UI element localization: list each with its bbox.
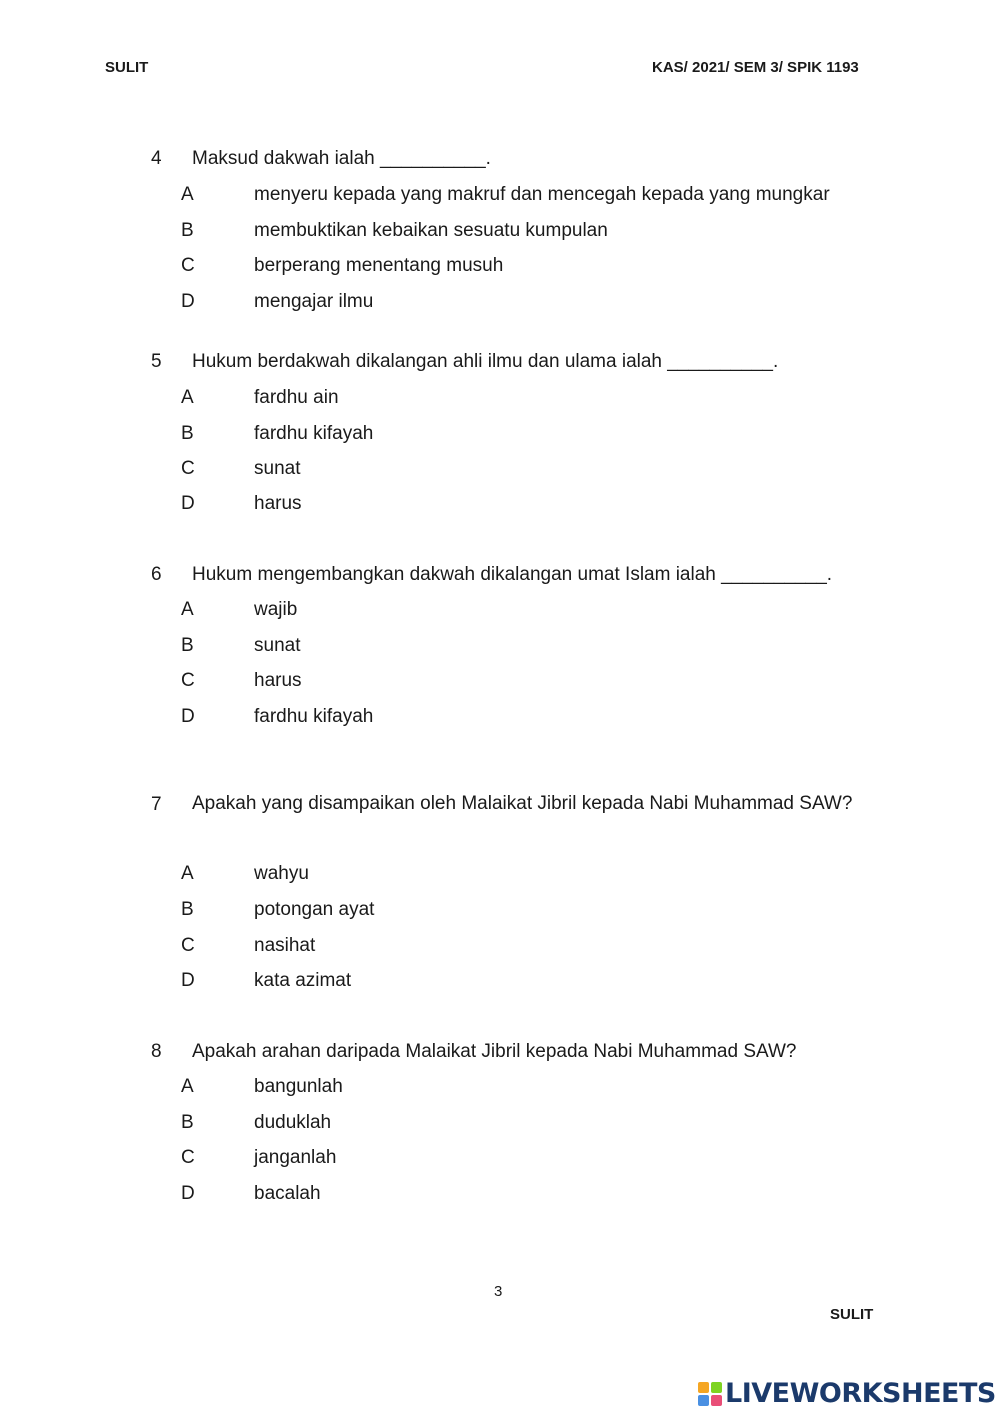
header-sulit: SULIT bbox=[105, 59, 149, 76]
logo-square bbox=[711, 1395, 722, 1406]
option-text: fardhu ain bbox=[254, 387, 339, 408]
footer-sulit: SULIT bbox=[830, 1306, 874, 1323]
option-letter: B bbox=[181, 635, 194, 656]
option-text: membuktikan kebaikan sesuatu kumpulan bbox=[254, 220, 608, 241]
option-text: sunat bbox=[254, 458, 301, 479]
option-text: bangunlah bbox=[254, 1076, 343, 1097]
question-text: Hukum berdakwah dikalangan ahli ilmu dan ulama ialah __________. bbox=[192, 351, 779, 372]
option-text: berperang menentang musuh bbox=[254, 255, 504, 276]
option-text: mengajar ilmu bbox=[254, 291, 374, 312]
option-text: fardhu kifayah bbox=[254, 423, 374, 444]
option-text: nasihat bbox=[254, 935, 316, 956]
question-text: Apakah yang disampaikan oleh Malaikat Jibril kepada Nabi Muhammad SAW? bbox=[192, 793, 853, 814]
option-letter: A bbox=[181, 387, 194, 408]
option-letter: B bbox=[181, 220, 194, 241]
option-letter: D bbox=[181, 1183, 195, 1204]
liveworksheets-logo-icon bbox=[698, 1382, 722, 1406]
option-letter: D bbox=[181, 706, 195, 727]
option-letter: C bbox=[181, 1147, 195, 1168]
question-number: 5 bbox=[151, 351, 162, 372]
option-text: fardhu kifayah bbox=[254, 706, 374, 727]
option-letter: A bbox=[181, 599, 194, 620]
liveworksheets-logo bbox=[698, 1378, 996, 1409]
question-text: Hukum mengembangkan dakwah dikalangan umat Islam ialah __________. bbox=[192, 564, 833, 585]
option-letter: D bbox=[181, 493, 195, 514]
option-text: janganlah bbox=[254, 1147, 337, 1168]
header-exam-code: KAS/ 2021/ SEM 3/ SPIK 1193 bbox=[652, 59, 859, 76]
option-text: bacalah bbox=[254, 1183, 321, 1204]
page-number: 3 bbox=[494, 1283, 503, 1300]
option-text: wahyu bbox=[254, 863, 309, 884]
option-text: wajib bbox=[254, 599, 298, 620]
option-letter: C bbox=[181, 458, 195, 479]
question-number: 4 bbox=[151, 148, 162, 169]
logo-square bbox=[698, 1395, 709, 1406]
option-letter: C bbox=[181, 670, 195, 691]
option-letter: D bbox=[181, 970, 195, 991]
option-letter: A bbox=[181, 1076, 194, 1097]
question-number: 6 bbox=[151, 564, 162, 585]
option-letter: B bbox=[181, 423, 194, 444]
logo-square bbox=[711, 1382, 722, 1393]
option-letter: D bbox=[181, 291, 195, 312]
question-text: Maksud dakwah ialah __________. bbox=[192, 148, 491, 169]
option-text: menyeru kepada yang makruf dan mencegah kepada yang mungkar bbox=[254, 184, 830, 205]
liveworksheets-wordmark: LIVEWORKSHEETS bbox=[725, 1378, 996, 1409]
option-text: duduklah bbox=[254, 1112, 332, 1133]
option-letter: B bbox=[181, 899, 194, 920]
option-letter: A bbox=[181, 184, 194, 205]
question-number: 7 bbox=[151, 794, 162, 815]
question-text: Apakah arahan daripada Malaikat Jibril kepada Nabi Muhammad SAW? bbox=[192, 1041, 797, 1062]
option-letter: C bbox=[181, 935, 195, 956]
option-text: kata azimat bbox=[254, 970, 352, 991]
option-letter: B bbox=[181, 1112, 194, 1133]
option-text: harus bbox=[254, 493, 302, 514]
option-text: sunat bbox=[254, 635, 301, 656]
option-text: harus bbox=[254, 670, 302, 691]
logo-square bbox=[698, 1382, 709, 1393]
option-letter: C bbox=[181, 255, 195, 276]
question-number: 8 bbox=[151, 1041, 162, 1062]
option-letter: A bbox=[181, 863, 194, 884]
option-text: potongan ayat bbox=[254, 899, 375, 920]
